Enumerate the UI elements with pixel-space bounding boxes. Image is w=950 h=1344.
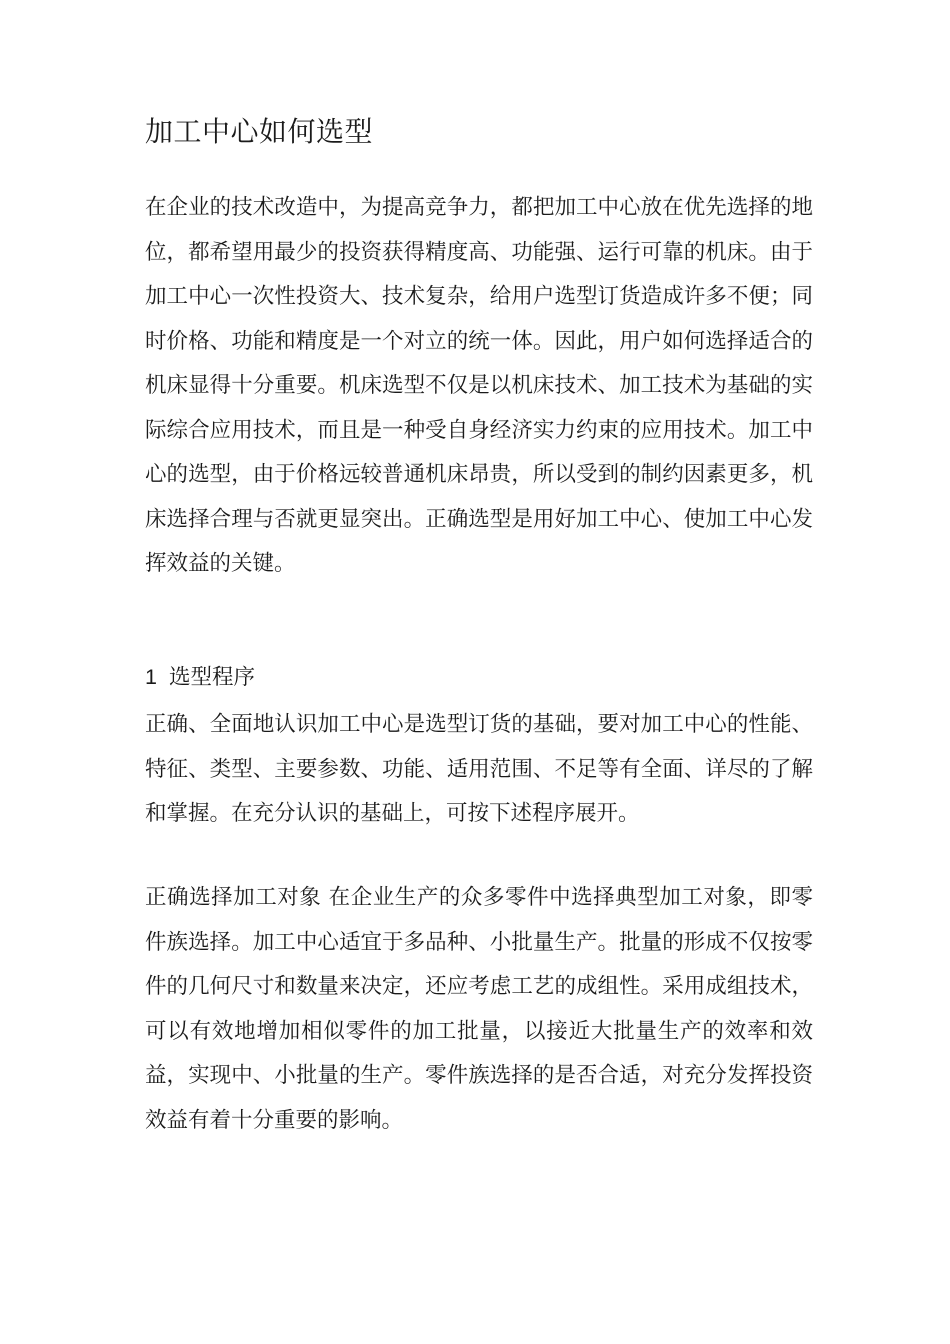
intro-paragraph: 在企业的技术改造中，为提高竞争力，都把加工中心放在优先选择的地位，都希望用最少的投资获得精度高、功能强、运行可靠的机床。由于加工中心一次性投资大、技术复杂，给用户选型订货造成许多不便；同时价格、功能和精度是一个对立的统一体。因此，用户如何选择适合的机床显得十分重要。机床选型不仅是以机床技术、加工技术为基础的实际综合应用技术，而且是一种受自身经济实力约束的应用技术。加工中心的选型，由于价格远较普通机床昂贵，所以受到的制约因素更多，机床选择合理与否就更显突出。正确选型是用好加工中心、使加工中心发挥效益的关键。 <box>145 195 813 576</box>
section-heading <box>145 657 255 698</box>
section-number: 1 <box>145 665 157 689</box>
section-paragraph: 正确、全面地认识加工中心是选型订货的基础，要对加工中心的性能、特征、类型、主要参数、功能、适用范围、不足等有全面、详尽的了解和掌握。在充分认识的基础上，可按下述程序展开。 <box>145 712 813 826</box>
body-paragraph: 正确选择加工对象 在企业生产的众多零件中选择典型加工对象，即零件族选择。加工中心适宜于多品种、小批量生产。批量的形成不仅按零件的几何尺寸和数量来决定，还应考虑工艺的成组性。采用成组技术，可以有效地增加相似零件的加工批量，以接近大批量生产的效率和效益，实现中、小批量的生产。零件族选择的是否合适，对充分发挥投资效益有着十分重要的影响。 <box>145 885 813 1133</box>
document-title: 加工中心如何选型 <box>145 115 374 148</box>
section-title: 选型程序 <box>168 665 255 690</box>
